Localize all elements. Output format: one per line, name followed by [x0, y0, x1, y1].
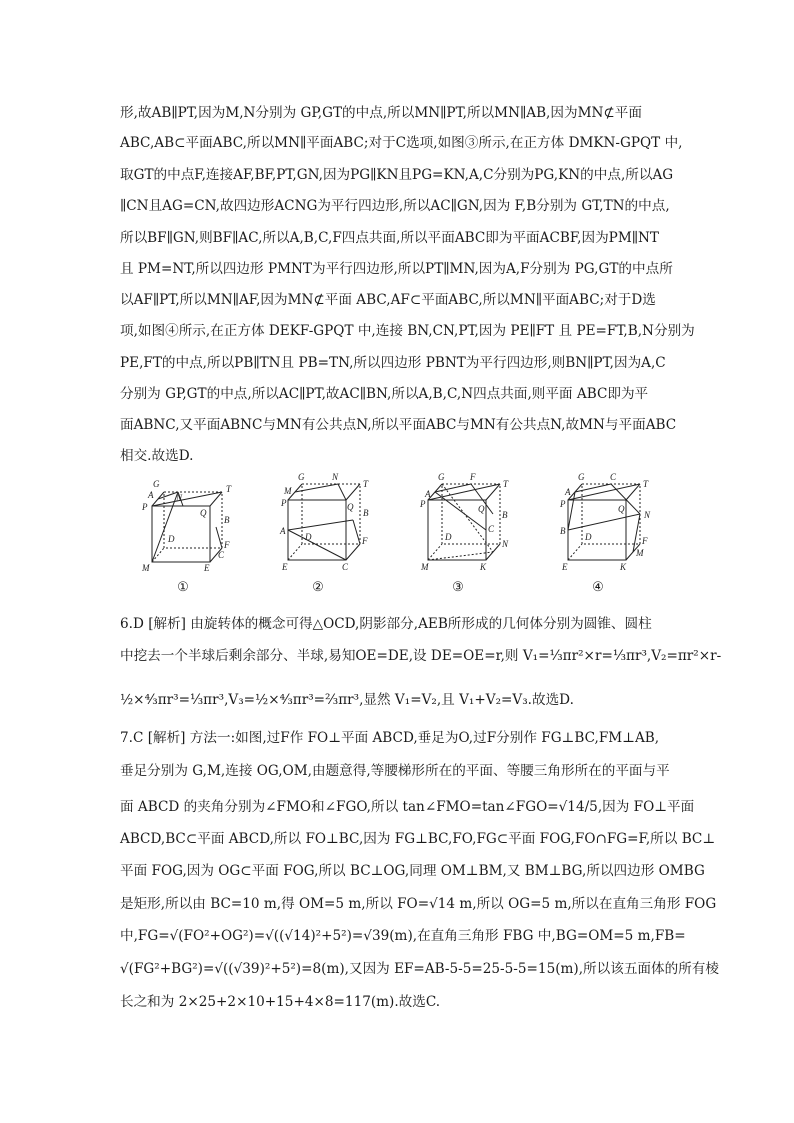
figure-label: B — [502, 510, 508, 520]
text-line: ∥CN且AG=CN,故四边形ACNG为平行四边形,所以AC∥GN,因为 F,B分别为 GT,TN的中点, — [120, 198, 670, 214]
figure-label: B — [560, 526, 566, 536]
text-line: 垂足分别为 G,M,连接 OG,OM,由题意得,等腰梯形所在的平面、等腰三角形所在的平面与平 — [120, 763, 670, 779]
figure-label: A — [280, 526, 286, 536]
figure-label: E — [562, 562, 568, 572]
figure-label: F — [642, 536, 648, 546]
cube-figure-1 — [138, 478, 238, 573]
figure-label: G — [153, 479, 160, 489]
figure-label: M — [284, 486, 292, 496]
text-line: 相交.故选D. — [120, 448, 194, 464]
figure-caption-1: ① — [177, 580, 189, 595]
figure-label: C — [218, 550, 225, 560]
figure-label: Q — [478, 504, 485, 514]
figure-label: Q — [618, 504, 625, 514]
figure-label: F — [224, 540, 230, 550]
figure-label: D — [445, 532, 452, 542]
figure-label: Q — [200, 508, 207, 518]
figure-caption-4: ④ — [592, 580, 604, 595]
figure-label: A — [565, 487, 571, 497]
text-line: 且 PM=NT,所以四边形 PMNT为平行四边形,所以PT∥MN,因为A,F分别为 PG,GT的中点所 — [120, 261, 673, 277]
figure-label: T — [226, 484, 232, 494]
text-line: 所以BF∥GN,则BF∥AC,所以A,B,C,F四点共面,所以平面ABC即为平面ACBF,因为PM∥NT — [120, 230, 659, 246]
text-line: √(FG²+BG²)=√((√39)²+5²)=8(m),又因为 EF=AB-5-5=25-5-5=15(m),所以该五面体的所有棱 — [120, 961, 719, 977]
text-line: PE,FT的中点,所以PB∥TN且 PB=TN,所以四边形 PBNT为平行四边形,则BN∥PT,因为A,C — [120, 355, 666, 371]
figure-label: T — [503, 479, 509, 489]
text-line: ABC,AB⊂平面ABC,所以MN∥平面ABC;对于C选项,如图③所示,在正方体 DMKN-GPQT 中, — [120, 135, 683, 151]
text-line: ABCD,BC⊂平面 ABCD,所以 FO⊥BC,因为 FG⊥BC,FO,FG⊂平面 FOG,FO∩FG=F,所以 BC⊥ — [120, 831, 716, 847]
text-line: 以AF∥PT,所以MN∥AF,因为MN⊄平面 ABC,AF⊂平面ABC,所以MN∥平面ABC;对于D选 — [120, 292, 656, 308]
figure-label: D — [305, 532, 312, 542]
figure-label: Q — [347, 502, 354, 512]
figure-label: T — [643, 479, 649, 489]
cube-figure-3 — [420, 472, 520, 572]
text-line: 中挖去一个半球后剩余部分、半球,易知OE=DE,设 DE=OE=r,则 V₁=⅓πr²×r=⅓πr³,V₂=πr²×r- — [120, 648, 722, 664]
figure-label: A — [425, 489, 431, 499]
text-line: 取GT的中点F,连接AF,BF,PT,GN,因为PG∥KN且PG=KN,A,C分别为PG,KN的中点,所以AG — [120, 167, 674, 183]
figure-caption-3: ③ — [452, 580, 464, 595]
text-line: 分别为 GP,GT的中点,所以AC∥PT,故AC∥BN,所以A,B,C,N四点共面,则平面 ABC即为平 — [120, 386, 649, 402]
figure-label: G — [438, 472, 445, 482]
text-line: 6.D [解析] 由旋转体的概念可得△OCD,阴影部分,AEB所形成的几何体分别为圆锥、圆柱 — [120, 616, 652, 632]
figure-label: P — [420, 499, 426, 509]
figure-label: F — [362, 536, 368, 546]
figure-label: B — [224, 515, 230, 525]
figure-label: D — [585, 532, 592, 542]
text-line: 面 ABCD 的夹角分别为∠FMO和∠FGO,所以 tan∠FMO=tan∠FGO=√14/5,因为 FO⊥平面 — [120, 799, 695, 815]
figure-label: N — [176, 493, 183, 503]
figure-label: C — [488, 524, 495, 534]
text-line: 长之和为 2×25+2×10+15+4×8=117(m).故选C. — [120, 994, 441, 1010]
figure-label: G — [298, 472, 305, 482]
text-line: 形,故AB∥PT,因为M,N分别为 GP,GT的中点,所以MN∥PT,所以MN∥AB,因为MN⊄平面 — [120, 105, 642, 121]
figure-label: M — [421, 562, 429, 572]
figure-caption-2: ② — [312, 580, 324, 595]
figure-label: A — [148, 490, 154, 500]
figure-label: T — [363, 479, 369, 489]
figure-label: E — [204, 563, 210, 573]
figure-label: N — [502, 539, 509, 549]
figure-label: D — [168, 534, 175, 544]
figure-label: N — [332, 472, 339, 482]
figure-label: M — [142, 563, 150, 573]
figure-label: G — [578, 472, 585, 482]
text-line: 平面 FOG,因为 OG⊂平面 FOG,所以 BC⊥OG,同理 OM⊥BM,又 BM⊥BG,所以四边形 OMBG — [120, 863, 705, 879]
text-line: 面ABNC,又平面ABNC与MN有公共点N,所以平面ABC与MN有公共点N,故MN与平面ABC — [120, 417, 677, 433]
figure-label: E — [282, 562, 288, 572]
figure-label: P — [281, 498, 287, 508]
cube-figure-4 — [560, 472, 660, 572]
figure-label: K — [480, 562, 487, 572]
figure-label: K — [620, 562, 627, 572]
figure-label: P — [142, 502, 148, 512]
figure-label: C — [342, 562, 349, 572]
text-line: 中,FG=√(FO²+OG²)=√((√14)²+5²)=√39(m),在直角三角形 FBG 中,BG=OM=5 m,FB= — [120, 928, 686, 944]
cube-figure-2 — [280, 472, 380, 572]
text-line: ½×⁴⁄₃πr³=⅓πr³,V₃=½×⁴⁄₃πr³=⅔πr³,显然 V₁=V₂,且 V₁+V₂=V₃.故选D. — [120, 692, 574, 708]
figure-label: N — [644, 510, 651, 520]
figure-label: C — [610, 472, 617, 482]
text-line: 7.C [解析] 方法一:如图,过F作 FO⊥平面 ABCD,垂足为O,过F分别作 FG⊥BC,FM⊥AB, — [120, 730, 660, 746]
text-line: 项,如图④所示,在正方体 DEKF-GPQT 中,连接 BN,CN,PT,因为 PE∥FT 且 PE=FT,B,N分别为 — [120, 323, 695, 339]
text-line: 是矩形,所以由 BC=10 m,得 OM=5 m,所以 FO=√14 m,所以 OG=5 m,所以在直角三角形 FOG — [120, 896, 717, 912]
figure-label: B — [363, 508, 369, 518]
figure-label: P — [560, 499, 566, 509]
figure-label: F — [470, 472, 476, 482]
figure-label: M — [636, 548, 644, 558]
